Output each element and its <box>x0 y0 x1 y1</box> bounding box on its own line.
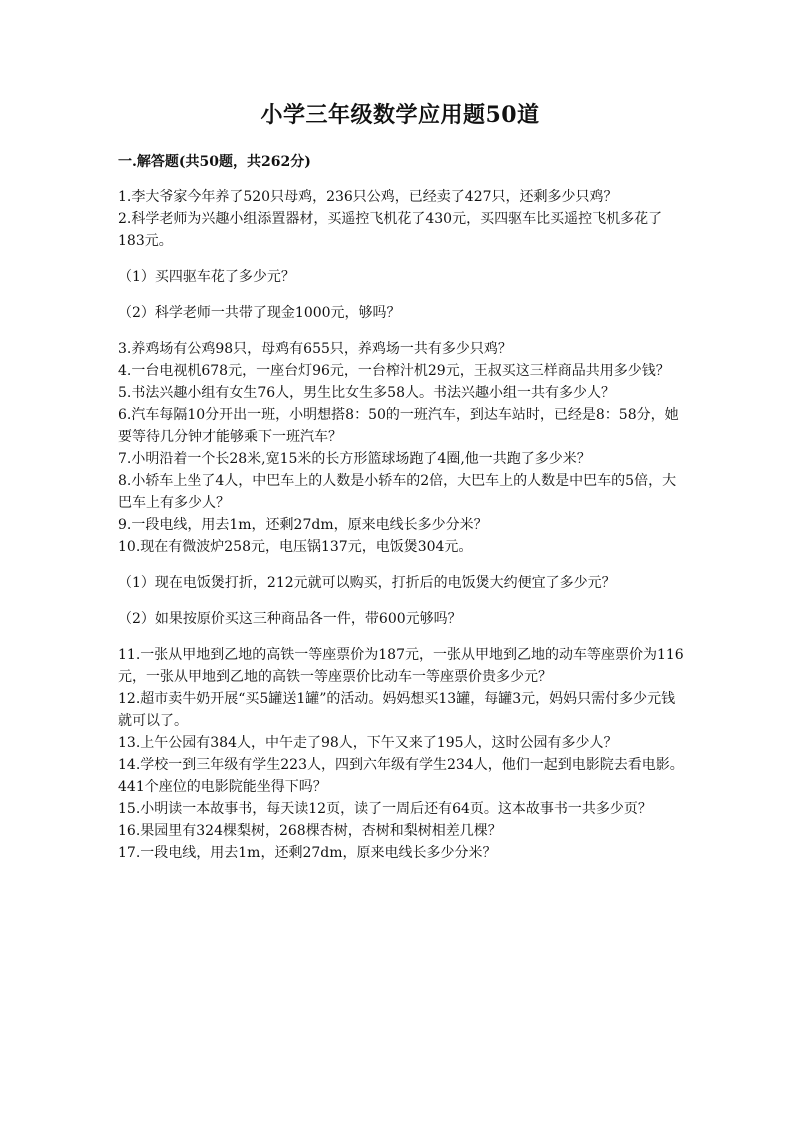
question-1: 1.李大爷家今年养了520只母鸡，236只公鸡，已经卖了427只，还剩多少只鸡？ <box>118 189 618 205</box>
question-13: 13.上午公园有384人，中午走了98人，下午又来了195人，这时公园有多少人？ <box>118 735 618 751</box>
question-11: 11.一张从甲地到乙地的高铁一等座票价为187元，一张从甲地到乙地的动车等座票价为116元，一张从甲地到乙地的高铁一等座票价比动车一等座票价贵多少元？ <box>118 647 684 685</box>
question-7: 7.小明沿着一个长28米,宽15米的长方形篮球场跑了4圈,他一共跑了多少米？ <box>118 451 591 467</box>
question-3: 3.养鸡场有公鸡98只，母鸡有655只，养鸡场一共有多少只鸡？ <box>118 341 512 357</box>
question-12: 12.超市卖牛奶开展“买5罐送1罐”的活动。妈妈想买13罐，每罐3元，妈妈只需付多少元钱就可以了。 <box>118 691 676 729</box>
section-heading: 一.解答题(共50题，共262分) <box>118 154 311 170</box>
question-10: 10.现在有微波炉258元，电压锅137元，电饭煲304元。 <box>118 539 473 555</box>
question-9: 9.一段电线，用去1m，还剩27dm，原来电线长多少分米？ <box>118 517 488 533</box>
question-16: 16.果园里有324棵梨树，268棵杏树，杏树和梨树相差几棵？ <box>118 823 502 839</box>
page-title: 小学三年级数学应用题50道 <box>260 102 540 128</box>
question-6: 6.汽车每隔10分开出一班，小明想搭8：50的一班汽车，到达车站时，已经是8：58分，她要等待几分钟才能够乘下一班汽车？ <box>118 407 679 445</box>
question-2-sub-2: （2）科学老师一共带了现金1000元，够吗？ <box>118 305 401 321</box>
question-14: 14.学校一到三年级有学生223人，四到六年级有学生234人，他们一起到电影院去看电影。441个座位的电影院能坐得下吗？ <box>118 757 684 795</box>
question-2-sub-1: （1）买四驱车花了多少元？ <box>118 269 295 285</box>
question-10-sub-1: （1）现在电饭煲打折，212元就可以购买，打折后的电饭煲大约便宜了多少元？ <box>118 575 616 591</box>
question-15: 15.小明读一本故事书，每天读12页，读了一周后还有64页。这本故事书一共多少页？ <box>118 801 652 817</box>
question-17: 17.一段电线，用去1m，还剩27dm，原来电线长多少分米？ <box>118 845 497 861</box>
question-2: 2.科学老师为兴趣小组添置器材，买遥控飞机花了430元，买四驱车比买遥控飞机多花了183元。 <box>118 211 663 249</box>
question-10-sub-2: （2）如果按原价买这三种商品各一件，带600元够吗？ <box>118 611 462 627</box>
question-5: 5.书法兴趣小组有女生76人，男生比女生多58人。书法兴趣小组一共有多少人？ <box>118 385 615 401</box>
question-8: 8.小轿车上坐了4人，中巴车上的人数是小轿车的2倍，大巴车上的人数是中巴车的5倍，大巴车上有多少人？ <box>118 473 677 511</box>
question-4: 4.一台电视机678元，一座台灯96元，一台榨汁机29元，王叔买这三样商品共用多少钱？ <box>118 363 670 379</box>
question-list <box>118 186 684 864</box>
